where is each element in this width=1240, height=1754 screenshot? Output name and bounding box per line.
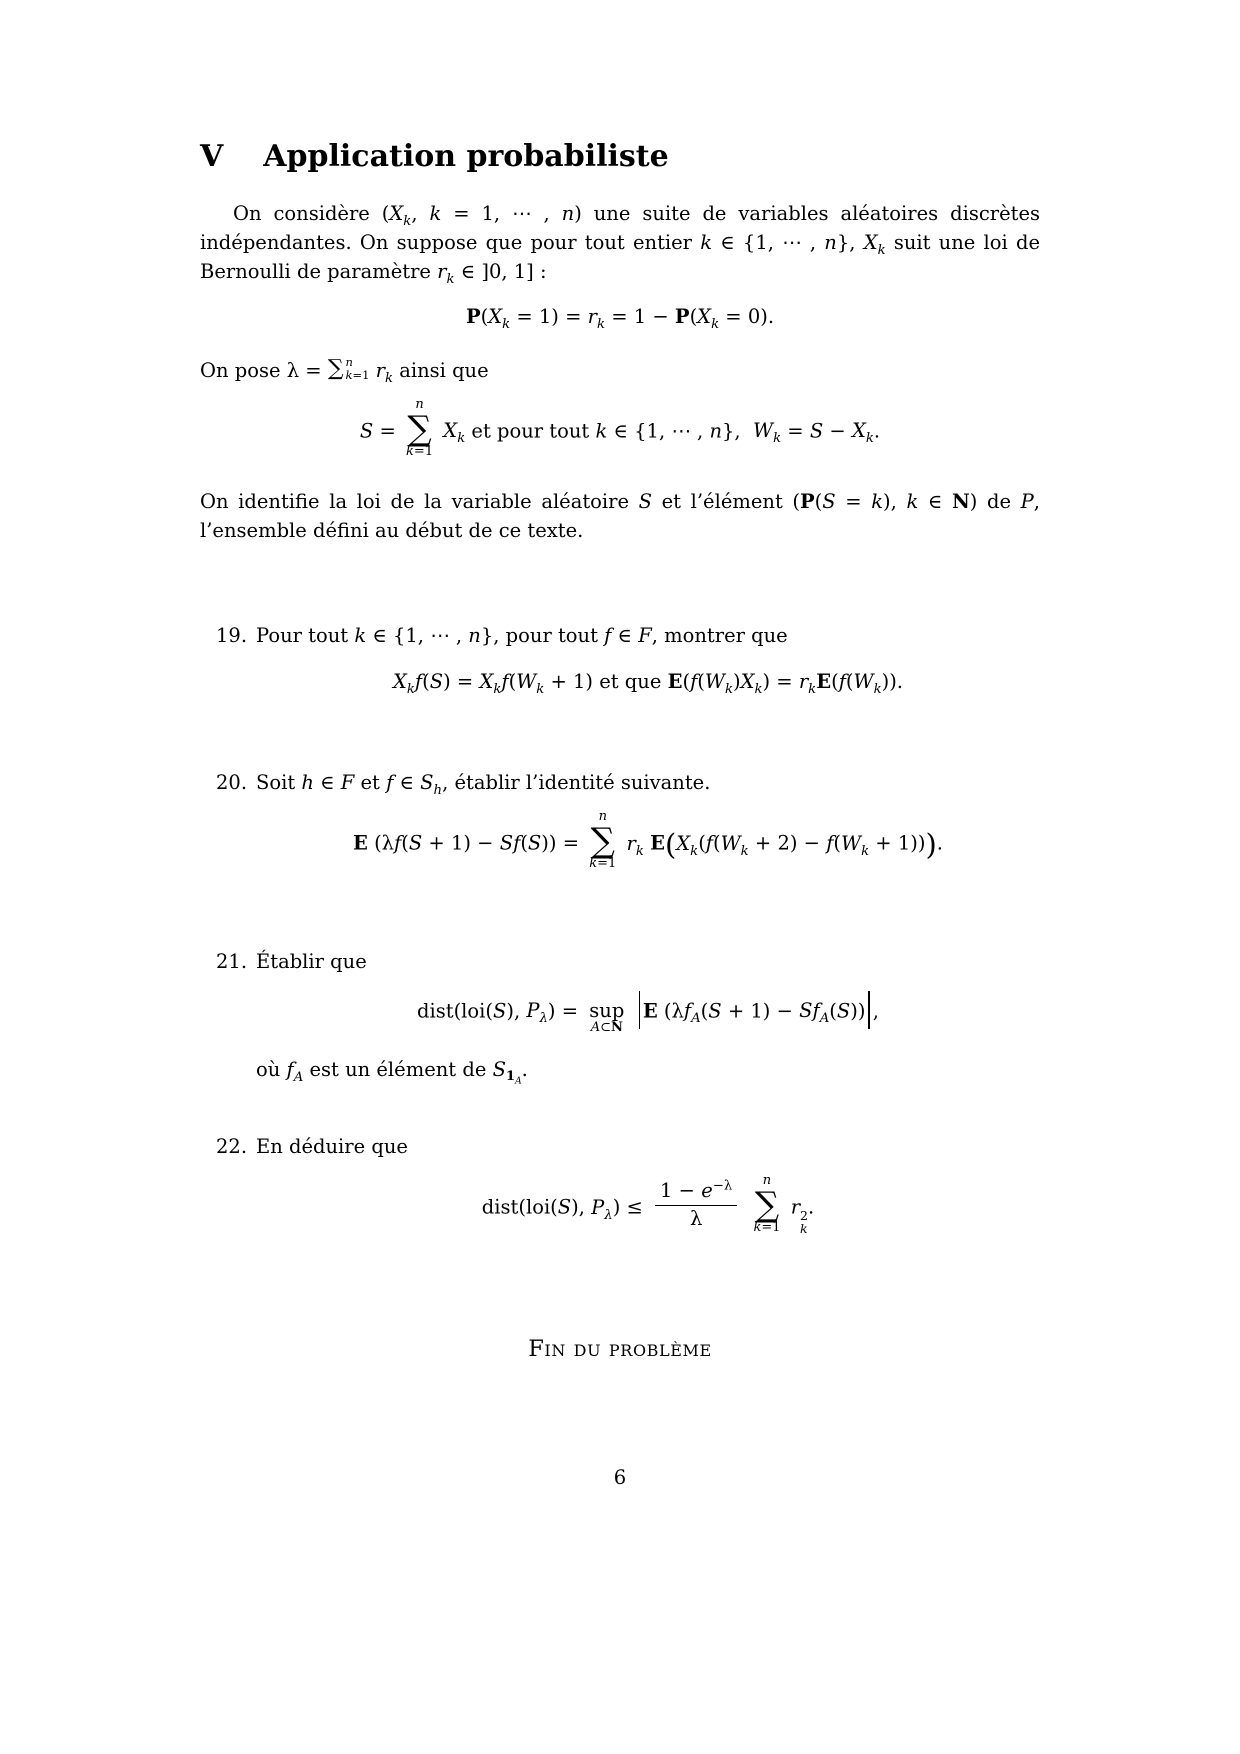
end-of-problem-title: Fin du problème (528, 1336, 712, 1363)
item-number-21: 21. (216, 950, 248, 974)
item-body-20 (256, 768, 1040, 899)
item-text-22: En déduire que (256, 1134, 408, 1158)
pose-paragraph: On pose λ = ∑ n k=1 $r_k$ ainsi que (200, 354, 489, 386)
equation-q21: dist(loi(S), $P_\lambda$) = sup A⊂N E $(\lambda f_A(S + 1) - Sf_A(S))$ , (256, 993, 1040, 1031)
item-after-text-21: où $f_A$ est un élément de $S_{1_A}$. (256, 1057, 528, 1088)
item-number-20: 20. (216, 770, 248, 794)
problem-item-22 (200, 1132, 1040, 1263)
equation-bernoulli: $P(X_k = 1) = r_k = 1 - P(X_k = 0)$. (465, 305, 775, 333)
section-title-text: Application probabiliste (263, 139, 669, 174)
problem-item-20 (200, 768, 1040, 899)
problem-item-21 (200, 947, 1040, 1088)
item-body-19 (256, 621, 1040, 720)
equation-sum-definition: S = n ∑ k=1 $X_k$ et pour tout k ∈ {1, ⋯ , n}, $W_k = S - X_k$. (359, 396, 881, 459)
page-number: 6 (613, 1466, 627, 1490)
item-text-21: Établir que (256, 950, 367, 974)
equation-q22: dist(loi(S), $P_\lambda$) ≤ $\frac{1 - e^{-\lambda}}{\lambda}$ n ∑ k=1 r 2 k . (481, 1173, 815, 1237)
item-text-20: Soit h ∈ F et f ∈ $S_h$, établir l’identité suivante. (256, 770, 711, 798)
equation-q19: $X_kf(S) = X_kf(W_k + 1)$ et que $E(f(W_k)X_k) = r_kE(f(W_k))$. (392, 669, 904, 697)
equation-q20: E (λf(S + 1) − Sf(S)) = n ∑ k=1 $r_k$ $E(X_k(f(W_k + 2) - f(W_k + 1)))$. (353, 809, 943, 872)
section-number: V (200, 139, 224, 174)
section-heading (200, 140, 1040, 175)
item-number-22: 22. (216, 1134, 248, 1158)
identification-paragraph: On identifie la loi de la variable aléatoire S et l’élément (P(S = k), k ∈ N) de P, l’ensemble défini au début de ce texte. (200, 489, 1040, 543)
intro-paragraph: On considère ($X_k$, k = 1, ⋯ , n) une suite de variables aléatoires discrètes indépendantes. On suppose que pour tout entier k ∈ {1, ⋯ , n}, $X_k$ suit une loi de Bernoulli de paramètre $r_k$ ∈ ]0, 1] : (200, 201, 1041, 287)
item-number-19: 19. (216, 624, 248, 648)
item-text-19: Pour tout k ∈ {1, ⋯ , n}, pour tout f ∈ F, montrer que (256, 624, 788, 648)
problem-item-19 (200, 621, 1040, 720)
item-body-22 (256, 1132, 1040, 1263)
item-body-21 (256, 947, 1040, 1088)
